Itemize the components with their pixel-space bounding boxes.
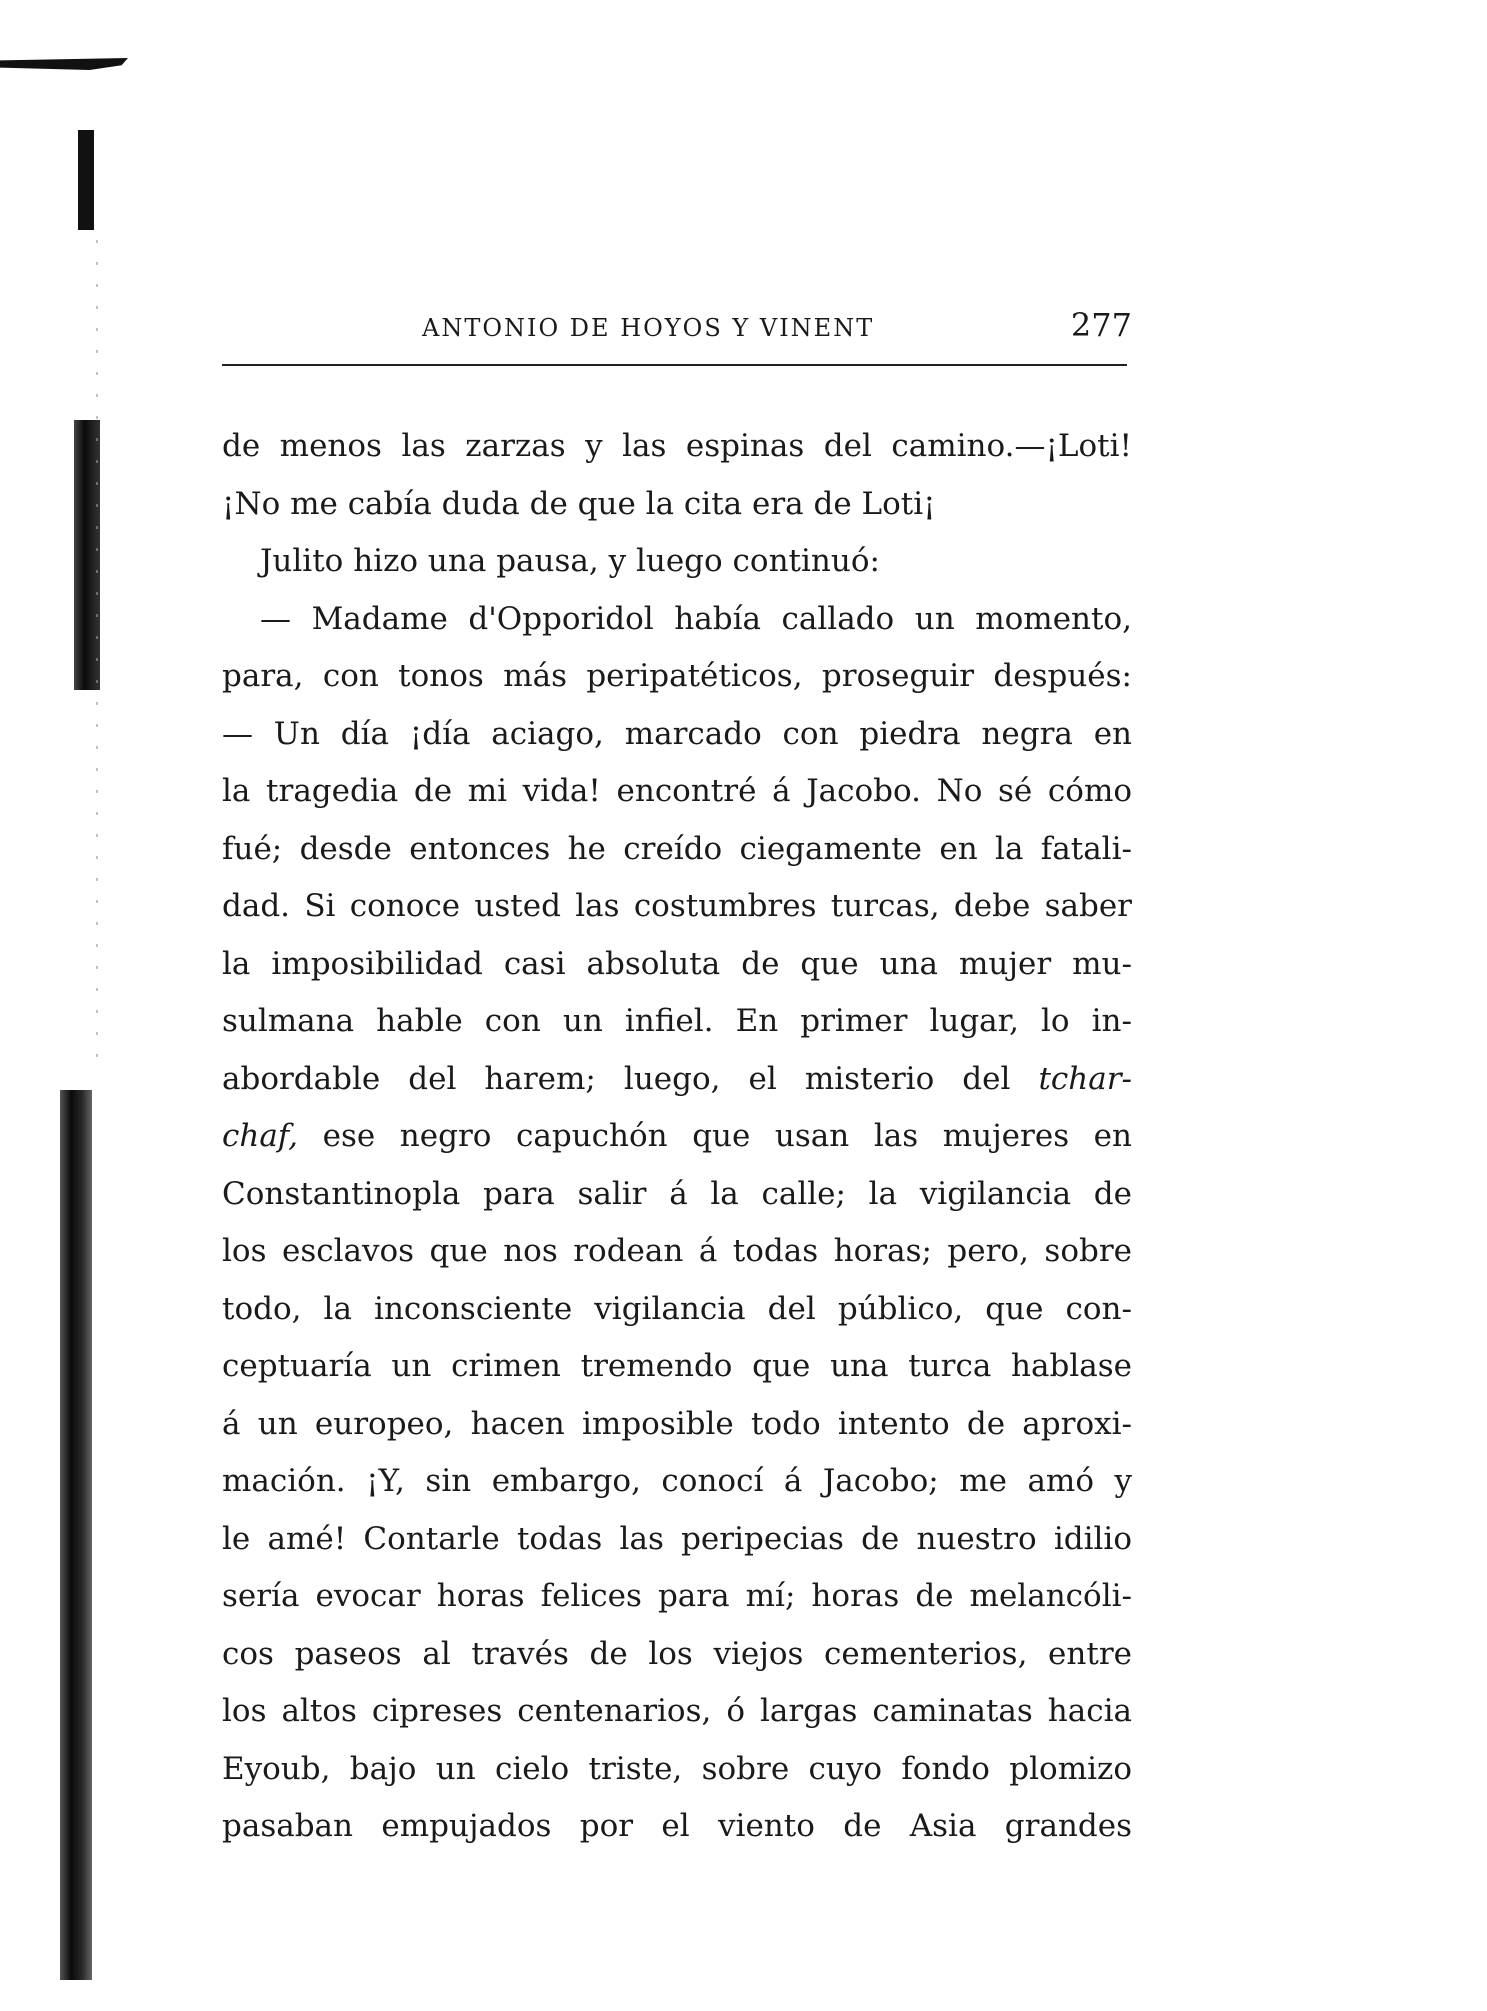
text-line: Julito hizo una pausa, y luego continuó: — [260, 543, 880, 579]
text-fragment: abordable del harem; luego, el misterio del — [222, 1060, 1011, 1097]
text-line: pasaban empujados por el viento de Asia grandes — [222, 1808, 1132, 1844]
text-line: á un europeo, hacen imposible todo intento de aproxi- — [222, 1405, 1132, 1442]
page-header — [222, 306, 1132, 350]
text-line: todo, la inconsciente vigilancia del público, que con- — [222, 1290, 1132, 1327]
text-line: sulmana hable con un infiel. En primer lugar, lo in- — [222, 1003, 1132, 1039]
text-line — [222, 1108, 1132, 1166]
scan-edge-dots — [96, 240, 98, 1060]
text-line: dad. Si conoce usted las costumbres turcas, debe saber — [222, 888, 1132, 924]
text-line — [222, 1051, 1132, 1109]
header-rule — [222, 364, 1127, 366]
text-line: los altos cipreses centenarios, ó largas caminatas hacia — [222, 1693, 1132, 1729]
scan-edge-shadow — [60, 1090, 92, 1980]
text-line: ¡No me cabía duda de que la cita era de Loti¡ — [222, 485, 936, 522]
scan-edge-shadow — [78, 130, 94, 230]
text-line: Constantinopla para salir á la calle; la vigilancia de — [222, 1175, 1132, 1212]
text-line: fué; desde entonces he creído ciegamente en la fatali- — [222, 830, 1132, 867]
text-line: la tragedia de mi vida! encontré á Jacobo. No sé cómo — [222, 773, 1132, 809]
text-line: de menos las zarzas y las espinas del camino.—¡Loti! — [222, 428, 1132, 464]
running-title: ANTONIO DE HOYOS Y VINENT — [422, 314, 875, 342]
text-line: mación. ¡Y, sin embargo, conocí á Jacobo; me amó y — [222, 1463, 1132, 1499]
page-text — [222, 418, 1132, 1856]
text-line: Eyoub, bajo un cielo triste, sobre cuyo fondo plomizo — [222, 1750, 1132, 1787]
text-line: cos paseos al través de los viejos cementerios, entre — [222, 1635, 1132, 1672]
italic-word: tchar- — [1038, 1060, 1132, 1097]
scan-edge-mark — [0, 58, 128, 70]
text-line: — Madame d'Opporidol había callado un momento, — [260, 600, 1132, 637]
text-line: — Un día ¡día aciago, marcado con piedra negra en — [222, 715, 1132, 752]
text-line: sería evocar horas felices para mí; horas de melancóli- — [222, 1578, 1132, 1614]
text-line: ceptuaría un crimen tremendo que una turca hablase — [222, 1348, 1132, 1384]
text-fragment: ese negro capuchón que usan las mujeres en — [298, 1118, 1132, 1154]
text-line: los esclavos que nos rodean á todas horas; pero, sobre — [222, 1233, 1132, 1269]
text-line: la imposibilidad casi absoluta de que una mujer mu- — [222, 945, 1132, 982]
italic-word: chaf, — [222, 1118, 299, 1154]
page-number: 277 — [1070, 306, 1132, 344]
text-line: para, con tonos más peripatéticos, proseguir después: — [222, 658, 1132, 694]
text-line: le amé! Contarle todas las peripecias de nuestro idilio — [222, 1520, 1132, 1557]
